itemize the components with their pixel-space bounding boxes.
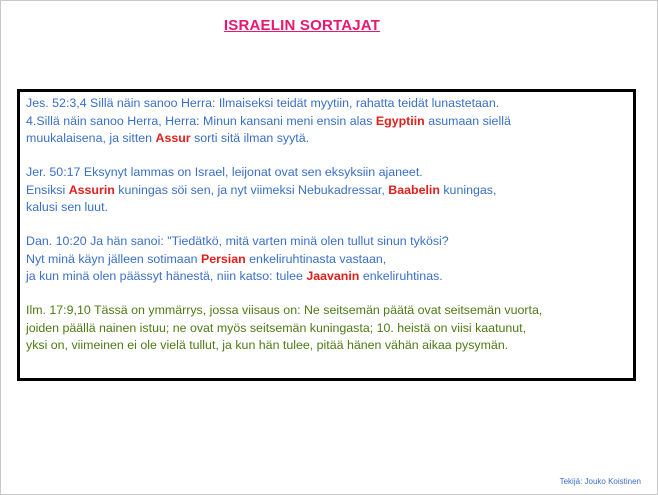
passage-line: Jer. 50:17 Eksynyt lammas on Israel, leijonat ovat sen eksyksiin ajaneet. <box>26 165 423 179</box>
passage-daniel <box>26 233 627 286</box>
passage-jeremiah <box>26 164 627 217</box>
passage-line: yksi on, viimeinen ei ole vielä tullut, ja kun hän tulee, pitää hänen vähän aikaa pysymän. <box>26 338 509 352</box>
passage-line: Dan. 10:20 Ja hän sanoi: "Tiedätkö, mitä varten minä olen tullut sinun tykösi? <box>26 234 449 248</box>
highlight-egyptiin: Egyptiin <box>375 113 425 128</box>
passage-line: kalusi sen luut. <box>26 200 108 214</box>
passage-isaiah <box>26 95 627 148</box>
author-credit: Tekijä: Jouko Koistinen <box>559 477 641 486</box>
highlight-jaavanin: Jaavanin <box>306 269 360 283</box>
passage-line: ja kun minä olen päässyt hänestä, niin katso: tulee Jaavanin enkeliruhtinas. <box>26 269 443 283</box>
highlight-assurin: Assurin <box>68 182 115 197</box>
slide-title: ISRAELIN SORTAJAT <box>223 17 381 34</box>
highlight-baabelin: Baabelin <box>388 182 440 197</box>
scripture-box <box>17 89 636 381</box>
passage-line: Jes. 52:3,4 Sillä näin sanoo Herra: Ilmaiseksi teidät myytiin, rahatta teidät lunastetaan. <box>26 96 500 110</box>
highlight-assur: Assur <box>155 131 191 145</box>
passage-line: joiden päällä nainen istuu; ne ovat myös seitsemän kuningasta; 10. heistä on viisi kaatunut, <box>26 320 527 335</box>
passage-line: 4.Sillä näin sanoo Herra, Herra: Minun kansani meni ensin alas Egyptiin asumaan siellä <box>26 113 511 128</box>
passage-line: Ensiksi Assurin kuningas söi sen, ja nyt viimeksi Nebukadressar, Baabelin kuningas, <box>26 182 497 197</box>
passage-line: Nyt minä käyn jälleen sotimaan Persian enkeliruhtinasta vastaan, <box>26 251 387 266</box>
passage-revelation <box>26 302 627 355</box>
passage-line: Ilm. 17:9,10 Tässä on ymmärrys, jossa viisaus on: Ne seitsemän päätä ovat seitsemän vuorta, <box>26 303 543 317</box>
passage-line: muukalaisena, ja sitten Assur sorti sitä ilman syytä. <box>26 131 310 145</box>
highlight-persian: Persian <box>200 251 246 266</box>
